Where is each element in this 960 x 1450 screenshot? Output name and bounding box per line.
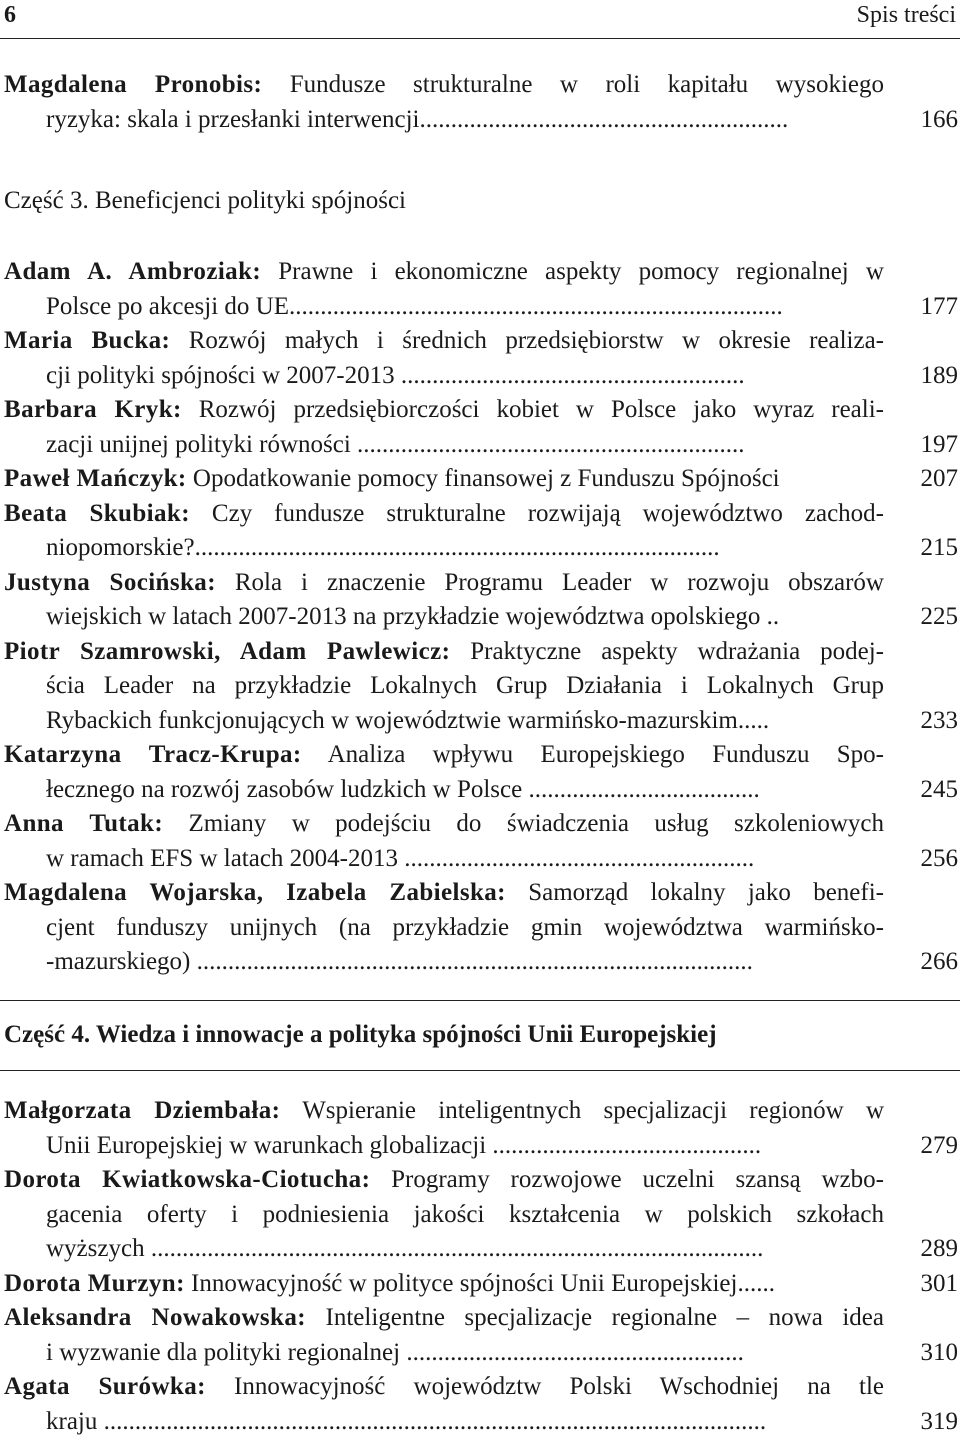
toc-entry-pronobis xyxy=(0,68,960,137)
running-title: Spis treści xyxy=(856,2,956,28)
entry-page: 256 xyxy=(920,844,958,872)
entry-page: 233 xyxy=(920,706,958,734)
entry-line: Małgorzata Dziembała: Wspieranie inteligentnych specjalizacji regionów w xyxy=(4,1097,884,1124)
entry-line: Barbara Kryk: Rozwój przedsiębiorczości kobiet w Polsce jako wyraz reali- xyxy=(4,396,884,423)
page-number: 6 xyxy=(4,2,16,28)
entry-line: Agata Surówka: Innowacyjność województw Polski Wschodniej na tle xyxy=(4,1373,885,1400)
entry-line: wiejskich w latach 2007-2013 na przykładzie województwa opolskiego .. 225 xyxy=(0,600,960,635)
entry-line: Katarzyna Tracz-Krupa: Analiza wpływu Europejskiego Funduszu Spo- xyxy=(4,741,884,768)
entry-line: Dorota Murzyn: Innowacyjność w polityce spójności Unii Europejskiej...... 301 xyxy=(0,1267,960,1302)
entry-line: Unii Europejskiej w warunkach globalizacji ........................................... 279 xyxy=(0,1129,960,1164)
entry-line: Justyna Socińska: Rola i znaczenie Programu Leader w rozwoju obszarów xyxy=(4,568,884,596)
entry-page: 245 xyxy=(920,775,958,803)
part-title: Część 3. Beneficjenci polityki spójności xyxy=(4,187,406,214)
entry-page: 266 xyxy=(920,948,958,975)
entry-page: 319 xyxy=(920,1407,958,1435)
entry-title: Fundusze strukturalne w roli kapitału wysokiego xyxy=(289,71,884,98)
entry-page: 310 xyxy=(920,1338,958,1366)
page-header xyxy=(0,2,960,34)
entry-line: zacji unijnej polityki równości .............................................................. 197 xyxy=(0,428,960,463)
entry-line: gacenia oferty i podniesienia jakości kształcenia w polskich szkołach xyxy=(46,1200,884,1228)
part4-bottom-rule xyxy=(0,1070,960,1071)
entry-line: i wyzwanie dla polityki regionalnej ...................................................... 310 xyxy=(0,1336,960,1371)
entry-line: Polsce po akcesji do UE............................................................................... 177 xyxy=(0,290,960,325)
entry-line xyxy=(0,68,960,103)
entry-page: 177 xyxy=(920,292,958,320)
entry-line: ścia Leader na przykładzie Lokalnych Grup Działania i Lokalnych Grup xyxy=(46,672,884,699)
entry-line: -mazurskiego) ......................................................................................... 266 xyxy=(0,945,960,980)
entry-title-cont: ryzyka: skala i przesłanki interwencji........................................................... xyxy=(46,105,789,133)
entry-page: 207 xyxy=(920,465,958,492)
part4-top-rule xyxy=(0,1000,960,1001)
entry-line: Anna Tutak: Zmiany w podejściu do świadczenia usług szkoleniowych xyxy=(4,810,885,837)
entry-page: 189 xyxy=(920,361,958,389)
entry-line: cjent funduszy unijnych (na przykładzie gmin województwa warmińsko- xyxy=(46,913,884,941)
entry-line: łecznego na rozwój zasobów ludzkich w Polsce ..................................... 245 xyxy=(0,773,960,808)
entry-line: Paweł Mańczyk: Opodatkowanie pomocy finansowej z Funduszu Spójności 207 xyxy=(0,462,960,497)
part-title: Część 4. Wiedza i innowacje a polityka spójności Unii Europejskiej xyxy=(4,1021,717,1048)
entry-page: 301 xyxy=(920,1269,958,1297)
entry-line: Adam A. Ambroziak: Prawne i ekonomiczne aspekty pomocy regionalnej w xyxy=(4,258,884,285)
part3-entries xyxy=(0,255,960,980)
entry-page: 225 xyxy=(920,603,958,630)
entry-line: Magdalena Wojarska, Izabela Zabielska: Samorząd lokalny jako benefi- xyxy=(4,879,884,906)
entry-line xyxy=(0,103,960,138)
entry-line: Beata Skubiak: Czy fundusze strukturalne rozwijają województwo zachod- xyxy=(4,499,885,527)
entry-line: cji polityki spójności w 2007-2013 ....................................................... 189 xyxy=(0,359,960,394)
entry-page: 215 xyxy=(920,534,958,561)
entry-page: 279 xyxy=(920,1131,958,1159)
part4-heading xyxy=(0,1017,960,1053)
part3-heading xyxy=(0,183,960,219)
part4-entries xyxy=(0,1094,960,1439)
entry-line: niopomorskie?.................................................................................... 215 xyxy=(0,531,960,566)
entry-line: Dorota Kwiatkowska-Ciotucha: Programy rozwojowe uczelni szansą wzbo- xyxy=(4,1166,884,1193)
entry-line: kraju .......................................................................................................... 319 xyxy=(0,1405,960,1440)
entry-page: 166 xyxy=(920,105,958,133)
entry-line: w ramach EFS w latach 2004-2013 ........................................................ 256 xyxy=(0,842,960,877)
entry-line: Maria Bucka: Rozwój małych i średnich przedsiębiorstw w okresie realiza- xyxy=(4,327,885,354)
entry-line: Piotr Szamrowski, Adam Pawlewicz: Praktyczne aspekty wdrażania podej- xyxy=(4,637,884,665)
entry-page: 197 xyxy=(920,430,958,458)
entry-page: 289 xyxy=(920,1235,958,1262)
entry-author: Magdalena Pronobis: xyxy=(4,71,263,98)
entry-line: Aleksandra Nowakowska: Inteligentne specjalizacje regionalne – nowa idea xyxy=(4,1304,884,1331)
entry-line: wyższych .................................................................................................. 289 xyxy=(0,1232,960,1267)
entry-line: Rybackich funkcjonujących w województwie warmińsko-mazurskim..... 233 xyxy=(0,704,960,739)
header-rule xyxy=(0,38,960,39)
